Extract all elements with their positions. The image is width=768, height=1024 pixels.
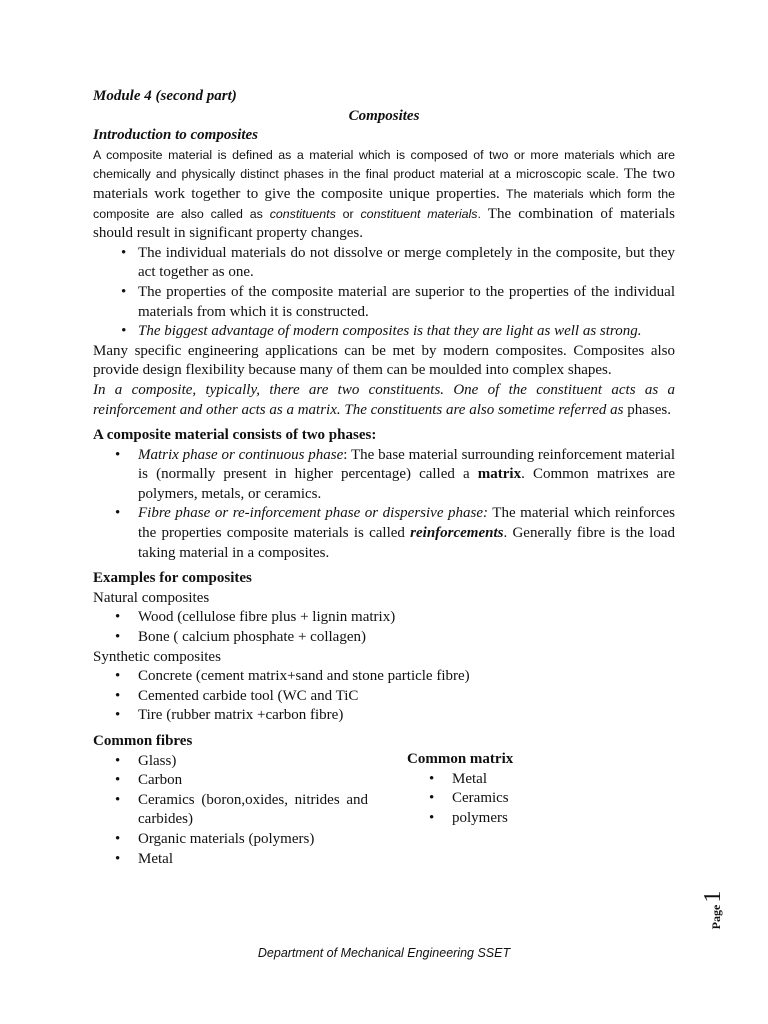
natural-composites-list <box>93 608 675 647</box>
list-item: • Concrete (cement matrix+sand and stone particle fibre) <box>93 667 675 687</box>
list-item: • Tire (rubber matrix +carbon fibre) <box>93 706 675 726</box>
list-item: • Metal <box>407 770 607 790</box>
matrix-phase-item <box>93 446 675 505</box>
list-item: • Organic materials (polymers) <box>93 830 368 850</box>
intro-bullet-list <box>93 244 675 342</box>
constituents-italic: In a composite, typically, there are two constituents. One of the constituent acts as a reinforcement and other acts as a matrix. The constituents are also sometime referred as <box>93 381 675 418</box>
natural-composites-label: Natural composites <box>93 589 210 606</box>
synthetic-composites-list <box>93 667 675 726</box>
common-matrix-list <box>407 770 607 829</box>
list-item: • Ceramics <box>407 789 607 809</box>
constituents-paragraph <box>93 381 675 420</box>
definition-constituents-lead: The materials which form the composite are also called as <box>93 186 675 221</box>
matrix-phase-text: : The base material surrounding reinforcement material is (normally present in higher percentage) called a <box>138 446 676 483</box>
list-item: • Glass) <box>93 752 368 772</box>
list-item: • polymers <box>407 809 607 829</box>
list-item: • Ceramics (boron,oxides, nitrides and carbides) <box>93 791 368 830</box>
term-constituents: constituents <box>269 206 336 221</box>
definition-period: . <box>477 206 481 221</box>
list-item: • Metal <box>93 850 368 870</box>
fibre-phase-item <box>93 504 675 563</box>
common-fibres-heading: Common fibres <box>93 733 193 749</box>
page-title: Composites <box>348 107 420 124</box>
matrix-phase-term: Matrix phase or continuous phase <box>138 446 344 463</box>
list-item: • The individual materials do not dissolve or merge completely in the composite, but they act together as one. <box>93 244 675 283</box>
list-item: • Cemented carbide tool (WC and TiC <box>93 687 675 707</box>
intro-heading: Introduction to composites <box>93 127 259 144</box>
common-fibres-list <box>93 752 368 870</box>
phases-list <box>93 446 675 564</box>
list-item: • The properties of the composite material are superior to the properties of the individual materials from which it is constructed. <box>93 283 675 322</box>
applications-paragraph: Many specific engineering applications can be met by modern composites. Composites also provide design flexibility because many of them can be moulded into complex shapes. <box>93 342 675 379</box>
or-word: or <box>335 206 361 221</box>
common-fibres-column <box>93 732 368 869</box>
fibre-phase-term: Fibre phase or re-inforcement phase or dispersive phase: <box>138 505 489 522</box>
matrix-bold-word: matrix <box>477 466 522 483</box>
fibre-phase-text-end: . Generally fibre is the load taking material in a composites. <box>138 525 676 561</box>
phases-heading: A composite material consists of two phases: <box>93 427 377 444</box>
page-label: Page <box>709 904 723 930</box>
list-item: • The biggest advantage of modern composites is that they are light as well as strong. <box>93 322 675 342</box>
definition-work-together: The two materials work together to give the composite unique properties. <box>93 166 675 202</box>
list-item: • Carbon <box>93 771 368 791</box>
fibres-matrix-columns <box>93 732 675 867</box>
matrix-phase-text-end: . Common matrixes are polymers, metals, or ceramics. <box>138 466 675 502</box>
footer-department: Department of Mechanical Engineering SSET <box>257 946 511 960</box>
examples-heading: Examples for composites <box>93 570 252 587</box>
constituents-end: phases. <box>623 401 671 418</box>
list-item: • Bone ( calcium phosphate + collagen) <box>93 628 675 648</box>
reinforcements-bold-word: reinforcements <box>410 525 504 542</box>
list-item: • Wood (cellulose fibre plus + lignin matrix) <box>93 608 675 628</box>
module-title: Module 4 (second part) <box>93 88 237 104</box>
common-matrix-column <box>407 750 607 828</box>
definition-combination: The combination of materials should result in significant property changes. <box>93 205 675 242</box>
definition-sentence: A composite material is defined as a material which is composed of two or more materials which are chemically and physically distinct phases in the final product material at a microscopic scale. <box>93 147 675 182</box>
page-number: 1 <box>700 890 726 903</box>
synthetic-composites-label: Synthetic composites <box>93 648 221 665</box>
intro-definition <box>93 146 675 244</box>
fibre-phase-text: The material which reinforces the properties composite materials is called <box>138 505 675 542</box>
document-body <box>93 87 676 867</box>
term-constituent-materials: constituent materials <box>360 206 478 221</box>
page-number-marker <box>700 880 760 940</box>
common-matrix-heading: Common matrix <box>407 751 514 767</box>
